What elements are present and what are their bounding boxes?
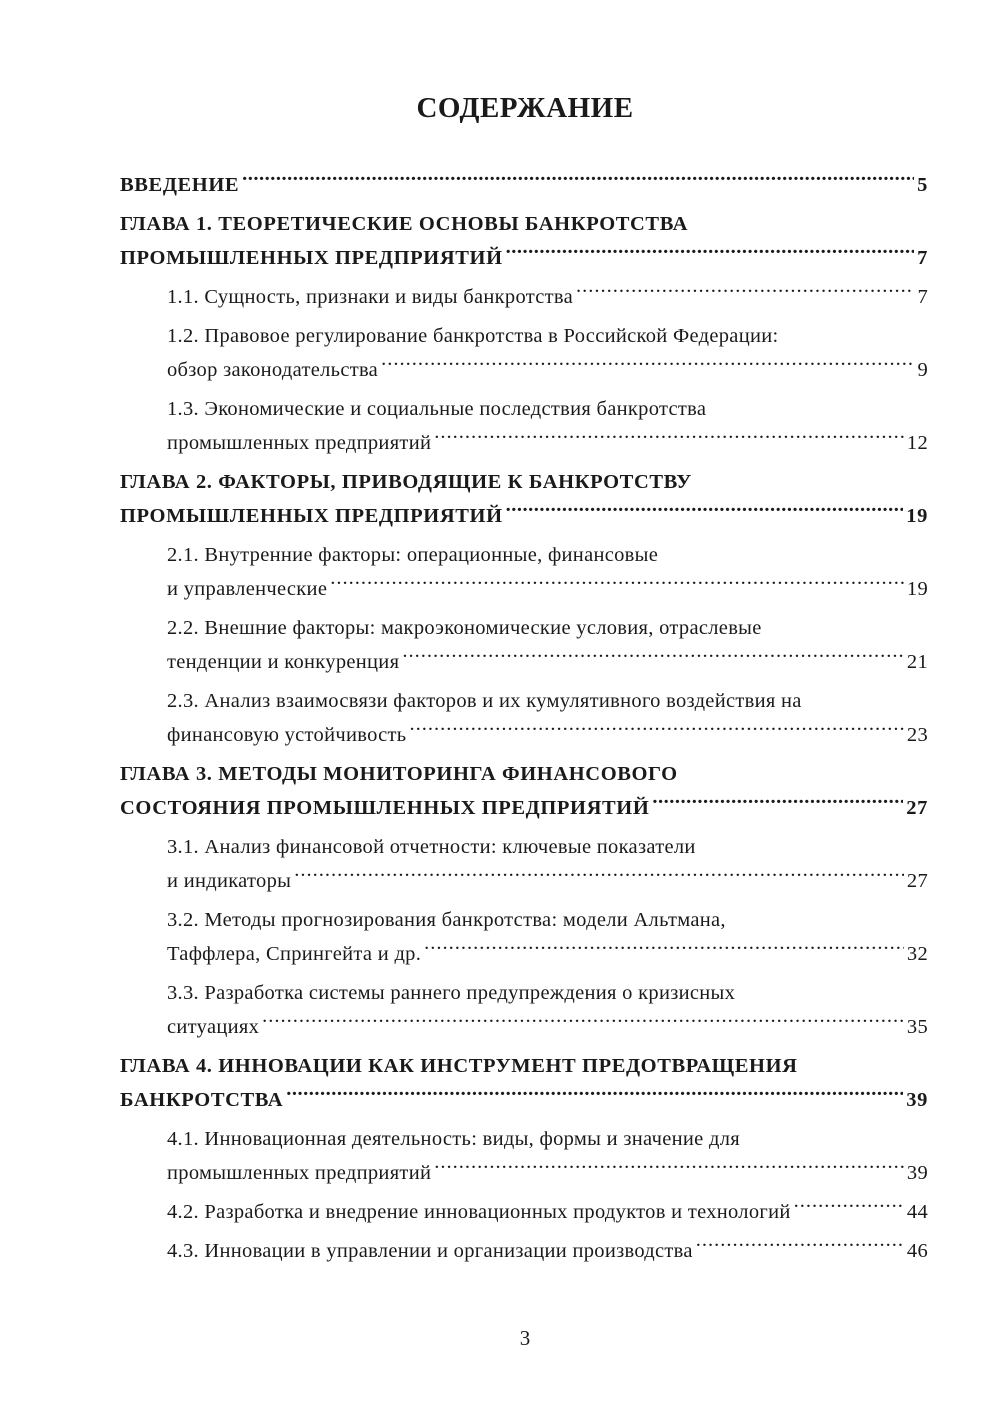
- dot-leader: [424, 940, 904, 961]
- toc-entry-text: ситуациях: [167, 1016, 260, 1038]
- toc-entry-text: 4.3. Инновации в управлении и организации производства: [167, 1240, 693, 1262]
- toc-entry-line: ГЛАВА 2. ФАКТОРЫ, ПРИВОДЯЩИЕ К БАНКРОТСТВУ: [120, 471, 692, 493]
- table-of-contents: [120, 168, 928, 1273]
- toc-page-number: 7: [917, 247, 928, 269]
- dot-leader: [434, 1159, 904, 1180]
- toc-entry-last-line: [167, 864, 928, 898]
- toc-chapter-entry[interactable]: [120, 1049, 928, 1117]
- toc-entry-last-line: [167, 426, 928, 460]
- toc-entry-line: 2.1. Внутренние факторы: операционные, финансовые: [167, 544, 659, 566]
- toc-entry-last-line: [120, 499, 928, 533]
- toc-section-entry[interactable]: [167, 976, 928, 1044]
- toc-entry-text: и управленческие: [167, 578, 328, 600]
- toc-entry-last-line: [120, 791, 928, 825]
- dot-leader: [409, 721, 903, 742]
- toc-entry-last-line: [120, 241, 928, 275]
- toc-entry-last-line: [120, 1083, 928, 1117]
- dot-leader: [434, 429, 904, 450]
- dot-leader: [381, 356, 914, 377]
- dot-leader: [402, 648, 904, 669]
- toc-section-entry[interactable]: [167, 830, 928, 898]
- toc-section-entry[interactable]: [167, 1122, 928, 1190]
- toc-page-number: 27: [906, 870, 928, 892]
- toc-section-entry[interactable]: [167, 611, 928, 679]
- toc-entry-last-line: [167, 1234, 928, 1268]
- toc-page-number: 12: [906, 432, 928, 454]
- toc-page-number: 44: [906, 1201, 928, 1223]
- toc-page-number: 32: [906, 943, 928, 965]
- toc-entry-line: ГЛАВА 1. ТЕОРЕТИЧЕСКИЕ ОСНОВЫ БАНКРОТСТВА: [120, 213, 689, 235]
- toc-entry-text: 1.1. Сущность, признаки и виды банкротства: [167, 286, 574, 308]
- toc-section-entry[interactable]: [167, 1234, 928, 1268]
- toc-section-entry[interactable]: [167, 538, 928, 606]
- toc-entry-line: 4.1. Инновационная деятельность: виды, формы и значение для: [167, 1128, 740, 1150]
- toc-entry-last-line: [167, 718, 928, 752]
- toc-entry-last-line: [167, 280, 928, 314]
- toc-entry-line: 3.3. Разработка системы раннего предупреждения о кризисных: [167, 982, 736, 1004]
- dot-leader: [286, 1086, 903, 1107]
- page-title: СОДЕРЖАНИЕ: [416, 92, 634, 124]
- toc-chapter-entry[interactable]: [120, 465, 928, 533]
- toc-entry-text: финансовую устойчивость: [167, 724, 407, 746]
- toc-entry-last-line: [120, 168, 928, 202]
- toc-page-number: 19: [906, 578, 928, 600]
- toc-entry-line: 1.2. Правовое регулирование банкротства в Российской Федерации:: [167, 325, 779, 347]
- toc-page-number: 39: [906, 1162, 928, 1184]
- toc-section-entry[interactable]: [167, 684, 928, 752]
- toc-entry-text: промышленных предприятий: [167, 432, 432, 454]
- toc-entry-text: ПРОМЫШЛЕННЫХ ПРЕДПРИЯТИЙ: [120, 247, 503, 269]
- toc-page-number: 23: [906, 724, 928, 746]
- toc-chapter-entry[interactable]: [120, 757, 928, 825]
- dot-leader: [294, 867, 904, 888]
- toc-chapter-entry[interactable]: [120, 207, 928, 275]
- toc-entry-line: 2.3. Анализ взаимосвязи факторов и их кумулятивного воздействия на: [167, 690, 802, 712]
- toc-page-number: 7: [917, 286, 928, 308]
- toc-entry-line: ГЛАВА 3. МЕТОДЫ МОНИТОРИНГА ФИНАНСОВОГО: [120, 763, 678, 785]
- dot-leader: [794, 1198, 904, 1219]
- dot-leader: [696, 1237, 904, 1258]
- toc-page-number: 35: [906, 1016, 928, 1038]
- toc-entry-text: СОСТОЯНИЯ ПРОМЫШЛЕННЫХ ПРЕДПРИЯТИЙ: [120, 797, 650, 819]
- toc-entry-text: БАНКРОТСТВА: [120, 1089, 284, 1111]
- dot-leader: [506, 502, 904, 523]
- toc-page-number: 5: [917, 174, 928, 196]
- toc-entry-line: 3.1. Анализ финансовой отчетности: ключевые показатели: [167, 836, 696, 858]
- toc-section-entry[interactable]: [167, 903, 928, 971]
- toc-entry-text: и индикаторы: [167, 870, 292, 892]
- dot-leader: [576, 283, 914, 304]
- toc-section-entry[interactable]: [167, 319, 928, 387]
- toc-entry-text: ВВЕДЕНИЕ: [120, 174, 240, 196]
- toc-entry-last-line: [167, 645, 928, 679]
- toc-entry-last-line: [167, 1195, 928, 1229]
- dot-leader: [506, 244, 915, 265]
- toc-entry-line: ГЛАВА 4. ИННОВАЦИИ КАК ИНСТРУМЕНТ ПРЕДОТВРАЩЕНИЯ: [120, 1055, 798, 1077]
- toc-section-entry[interactable]: [167, 392, 928, 460]
- dot-leader: [652, 794, 903, 815]
- toc-entry-text: промышленных предприятий: [167, 1162, 432, 1184]
- toc-entry-text: тенденции и конкуренция: [167, 651, 400, 673]
- toc-page-number: 9: [917, 359, 928, 381]
- toc-entry-last-line: [167, 353, 928, 387]
- toc-entry-last-line: [167, 937, 928, 971]
- toc-entry-last-line: [167, 572, 928, 606]
- toc-chapter-entry[interactable]: [120, 168, 928, 202]
- toc-entry-last-line: [167, 1156, 928, 1190]
- page-number: 3: [519, 1326, 531, 1350]
- dot-leader: [242, 171, 914, 192]
- dot-leader: [262, 1013, 904, 1034]
- toc-entry-text: 4.2. Разработка и внедрение инновационных продуктов и технологий: [167, 1201, 791, 1223]
- dot-leader: [330, 575, 904, 596]
- toc-page-number: 46: [906, 1240, 928, 1262]
- toc-entry-text: ПРОМЫШЛЕННЫХ ПРЕДПРИЯТИЙ: [120, 505, 503, 527]
- toc-entry-line: 1.3. Экономические и социальные последствия банкротства: [167, 398, 707, 420]
- toc-entry-last-line: [167, 1010, 928, 1044]
- toc-entry-text: обзор законодательства: [167, 359, 379, 381]
- toc-page-number: 27: [906, 797, 928, 819]
- toc-entry-line: 3.2. Методы прогнозирования банкротства: модели Альтмана,: [167, 909, 726, 931]
- toc-page-number: 21: [906, 651, 928, 673]
- toc-section-entry[interactable]: [167, 280, 928, 314]
- toc-entry-line: 2.2. Внешние факторы: макроэкономические условия, отраслевые: [167, 617, 762, 639]
- toc-section-entry[interactable]: [167, 1195, 928, 1229]
- toc-page-number: 19: [906, 505, 928, 527]
- toc-page-number: 39: [906, 1089, 928, 1111]
- toc-entry-text: Таффлера, Спрингейта и др.: [167, 943, 422, 965]
